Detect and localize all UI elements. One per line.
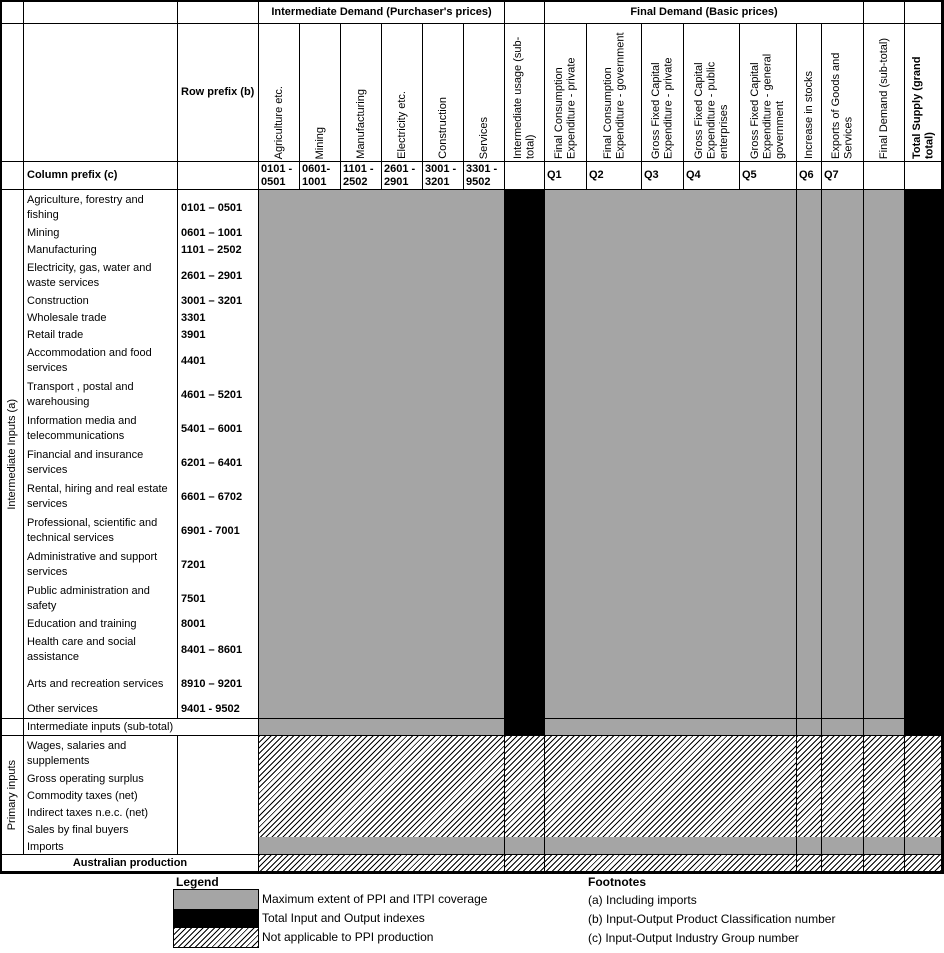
final-column-header — [740, 24, 797, 162]
column-header-label: Gross Fixed Capital Expenditure - public enterprises — [692, 61, 730, 159]
intermediate-column-header — [341, 24, 382, 162]
row-prefix: 8910 – 9201 — [181, 677, 243, 690]
empty-cell — [178, 162, 259, 190]
column-header-label: Exports of Goods and Services — [830, 52, 855, 159]
row-prefix: 3901 — [181, 329, 206, 341]
row-prefix: 3301 — [181, 312, 206, 324]
row-label: Financial and insurance services — [27, 449, 144, 476]
not-applicable-block — [822, 736, 863, 837]
footnote-lines — [588, 890, 835, 947]
row-label: Manufacturing — [27, 244, 97, 256]
primary-block-total-supply — [905, 736, 942, 855]
intermediate-subtotal-row-label: Intermediate inputs (sub-total) — [24, 719, 259, 736]
row-label: Electricity, gas, water and waste services — [27, 262, 152, 289]
column-header-label: Final Consumption Expenditure - private — [553, 57, 578, 159]
empty-cell — [178, 2, 259, 24]
coverage-block-subtotal-q1-q5 — [545, 719, 797, 736]
empty-cell — [2, 719, 24, 736]
imports-coverage-strip — [545, 837, 796, 854]
footnote-line: (a) Including imports — [588, 892, 697, 907]
primary-block-fd — [864, 736, 905, 855]
column-prefix-value: 0601- 1001 — [300, 162, 341, 190]
australian-production-row-label: Australian production — [2, 855, 259, 872]
primary-block-intermediate-usage — [505, 736, 545, 855]
column-header-label: Increase in stocks — [802, 70, 815, 159]
column-header-label: Gross Fixed Capital Expenditure - private — [650, 57, 675, 159]
not-applicable-block — [864, 736, 904, 837]
index-block-intermediate-usage — [505, 190, 545, 719]
row-label: Wholesale trade — [27, 312, 107, 324]
legend-swatches — [173, 889, 259, 948]
row-label: Information media and telecommunications — [27, 415, 137, 442]
row-label: Rental, hiring and real estate services — [27, 483, 168, 510]
row-label: Mining — [27, 227, 60, 239]
column-prefix-value: Q4 — [684, 162, 740, 190]
row-prefix: 9401 - 9502 — [181, 703, 240, 715]
footnote-line: (c) Input-Output Industry Group number — [588, 930, 799, 945]
empty-cell — [864, 2, 905, 24]
column-header-label: Gross Fixed Capital Expenditure - general government — [749, 53, 787, 159]
column-prefix-value: 0101 - 0501 — [259, 162, 300, 190]
ausprod-block-intermediate-demand — [259, 855, 505, 872]
coverage-block-subtotal-intermediate — [259, 719, 505, 736]
imports-coverage-strip — [259, 837, 504, 854]
ausprod-block-q1-q5 — [545, 855, 797, 872]
index-block-subtotal-total-supply — [905, 719, 942, 736]
primary-inputs-group-label — [2, 736, 24, 855]
intermediate-inputs-group-label — [2, 190, 24, 719]
column-prefix-value: Q6 — [797, 162, 822, 190]
intermediate-inputs-row-labels — [24, 190, 178, 719]
empty-cell — [505, 2, 545, 24]
row-label: Imports — [27, 841, 64, 853]
column-header-label: Construction — [436, 97, 449, 159]
column-prefix-header: Column prefix (c) — [24, 162, 178, 190]
coverage-block-final-demand-subtotal — [864, 190, 905, 719]
legend-swatch-gray — [174, 890, 258, 909]
column-prefix-value: Q1 — [545, 162, 587, 190]
row-prefix: 4401 — [181, 354, 206, 367]
imports-coverage-strip — [797, 837, 821, 854]
row-label: Gross operating surplus — [27, 773, 144, 785]
intermediate-demand-section-header: Intermediate Demand (Purchaser's prices) — [259, 2, 505, 24]
column-prefix-value: 1101 - 2502 — [341, 162, 382, 190]
index-block-subtotal-usage — [505, 719, 545, 736]
not-applicable-block — [505, 736, 544, 837]
final-demand-section-header: Final Demand (Basic prices) — [545, 2, 864, 24]
ausprod-block-q7 — [822, 855, 864, 872]
legend-swatch-black — [174, 909, 258, 928]
empty-cell — [2, 24, 24, 162]
column-header-label: Final Consumption Expenditure - government — [601, 32, 626, 159]
imports-coverage-strip — [505, 837, 544, 854]
total-supply-column-header — [905, 24, 942, 162]
imports-coverage-strip — [822, 837, 863, 854]
empty-cell — [505, 162, 545, 190]
intermediate-inputs-row-prefixes — [178, 190, 259, 719]
row-prefix: 2601 – 2901 — [181, 269, 243, 282]
row-prefix: 0601 – 1001 — [181, 227, 243, 239]
primary-block-intermediate-demand — [259, 736, 505, 855]
group-label-text: Primary inputs — [6, 759, 19, 831]
column-prefix-value: Q3 — [642, 162, 684, 190]
corner-cell — [2, 2, 24, 24]
intermediate-column-header — [382, 24, 423, 162]
legend-captions — [262, 889, 487, 946]
row-prefix: 4601 – 5201 — [181, 388, 243, 401]
column-prefix-value: Q5 — [740, 162, 797, 190]
not-applicable-block — [905, 736, 941, 837]
row-prefix: 0101 – 0501 — [181, 201, 243, 214]
not-applicable-block — [797, 736, 821, 837]
legend-caption: Maximum extent of PPI and ITPI coverage — [262, 891, 488, 906]
row-label: Health care and social assistance — [27, 636, 136, 663]
row-prefix: 1101 – 2502 — [181, 244, 242, 256]
coverage-block-subtotal-q6 — [797, 719, 822, 736]
empty-cell — [2, 162, 24, 190]
coverage-block-intermediate-demand — [259, 190, 505, 719]
column-prefix-value: Q7 — [822, 162, 864, 190]
coverage-block-subtotal-fd — [864, 719, 905, 736]
row-prefix: 8401 – 8601 — [181, 643, 243, 656]
coverage-block-final-demand-q1-q5 — [545, 190, 797, 719]
final-column-header — [545, 24, 587, 162]
final-column-header — [822, 24, 864, 162]
footnote-line: (b) Input-Output Product Classification number — [588, 911, 836, 926]
footnotes-title: Footnotes — [588, 875, 646, 889]
legend-title: Legend — [176, 875, 219, 889]
column-header-label: Services — [477, 116, 490, 159]
final-column-header — [684, 24, 740, 162]
row-label: Agriculture, forestry and fishing — [27, 194, 144, 221]
row-prefix: 8001 — [181, 618, 206, 630]
row-label: Retail trade — [27, 329, 84, 341]
row-label: Public administration and safety — [27, 585, 150, 612]
not-applicable-block — [259, 736, 504, 837]
intermediate-column-header — [300, 24, 341, 162]
final-column-header — [642, 24, 684, 162]
final-column-header — [797, 24, 822, 162]
coverage-block-subtotal-q7 — [822, 719, 864, 736]
imports-coverage-strip — [905, 837, 941, 854]
intermediate-usage-column-header — [505, 24, 545, 162]
empty-cell — [905, 162, 942, 190]
ausprod-block-intermediate-usage — [505, 855, 545, 872]
empty-cell — [24, 24, 178, 162]
row-prefix: 7201 — [181, 558, 206, 571]
intermediate-column-header — [423, 24, 464, 162]
row-label: Education and training — [27, 618, 137, 630]
legend-caption: Not applicable to PPI production — [262, 929, 434, 944]
ausprod-block-total-supply — [905, 855, 942, 872]
empty-cell — [24, 2, 178, 24]
column-header-label: Manufacturing — [354, 89, 367, 159]
legend-swatch-hatch — [174, 928, 258, 947]
primary-block-q6 — [797, 736, 822, 855]
row-label: Indirect taxes n.e.c. (net) — [27, 807, 149, 819]
intermediate-column-header — [259, 24, 300, 162]
row-label: Wages, salaries and supplements — [27, 740, 127, 767]
column-prefix-value: 2601 - 2901 — [382, 162, 423, 190]
row-prefix: 3001 – 3201 — [181, 295, 243, 307]
row-prefix-header: Row prefix (b) — [178, 24, 259, 162]
primary-block-q7 — [822, 736, 864, 855]
column-prefix-value: Q2 — [587, 162, 642, 190]
row-label: Sales by final buyers — [27, 824, 129, 836]
column-prefix-value: 3301 - 9502 — [464, 162, 505, 190]
coverage-block-q6 — [797, 190, 822, 719]
row-label: Administrative and support services — [27, 551, 158, 578]
row-label: Professional, scientific and technical services — [27, 517, 158, 544]
ausprod-block-fd — [864, 855, 905, 872]
primary-inputs-row-labels — [24, 736, 178, 855]
primary-block-q1-q5 — [545, 736, 797, 855]
column-header-label: Final Demand (sub-total) — [877, 37, 890, 159]
column-header-label: Mining — [313, 126, 326, 159]
final-demand-subtotal-column-header — [864, 24, 905, 162]
row-label: Other services — [27, 703, 98, 715]
final-column-header — [587, 24, 642, 162]
column-header-label: Electricity etc. — [395, 91, 408, 159]
imports-coverage-strip — [864, 837, 904, 854]
row-prefix: 6201 – 6401 — [181, 456, 243, 469]
row-label: Accommodation and food services — [27, 347, 152, 374]
row-prefix: 7501 — [181, 592, 206, 605]
row-label: Arts and recreation services — [27, 677, 164, 690]
row-label: Commodity taxes (net) — [27, 790, 138, 802]
empty-cell — [864, 162, 905, 190]
footnotes — [588, 875, 835, 947]
legend-caption: Total Input and Output indexes — [262, 910, 425, 925]
group-label-text: Intermediate Inputs (a) — [6, 398, 19, 510]
column-header-label: Total Supply (grand total) — [910, 56, 935, 159]
row-label: Construction — [27, 295, 89, 307]
coverage-block-q7 — [822, 190, 864, 719]
row-prefix: 6601 – 6702 — [181, 490, 243, 503]
legend-and-footnotes — [0, 874, 944, 953]
column-header-label: Agriculture etc. — [272, 85, 285, 159]
ausprod-block-q6 — [797, 855, 822, 872]
column-prefix-value: 3001 - 3201 — [423, 162, 464, 190]
row-prefix: 6901 - 7001 — [181, 524, 240, 537]
intermediate-column-header — [464, 24, 505, 162]
row-label: Transport , postal and warehousing — [27, 381, 134, 408]
not-applicable-block — [545, 736, 796, 837]
empty-cell — [178, 736, 259, 855]
row-prefix: 5401 – 6001 — [181, 422, 243, 435]
empty-cell — [905, 2, 942, 24]
index-block-total-supply — [905, 190, 942, 719]
column-header-label: Intermediate usage (sub-total) — [512, 36, 537, 159]
